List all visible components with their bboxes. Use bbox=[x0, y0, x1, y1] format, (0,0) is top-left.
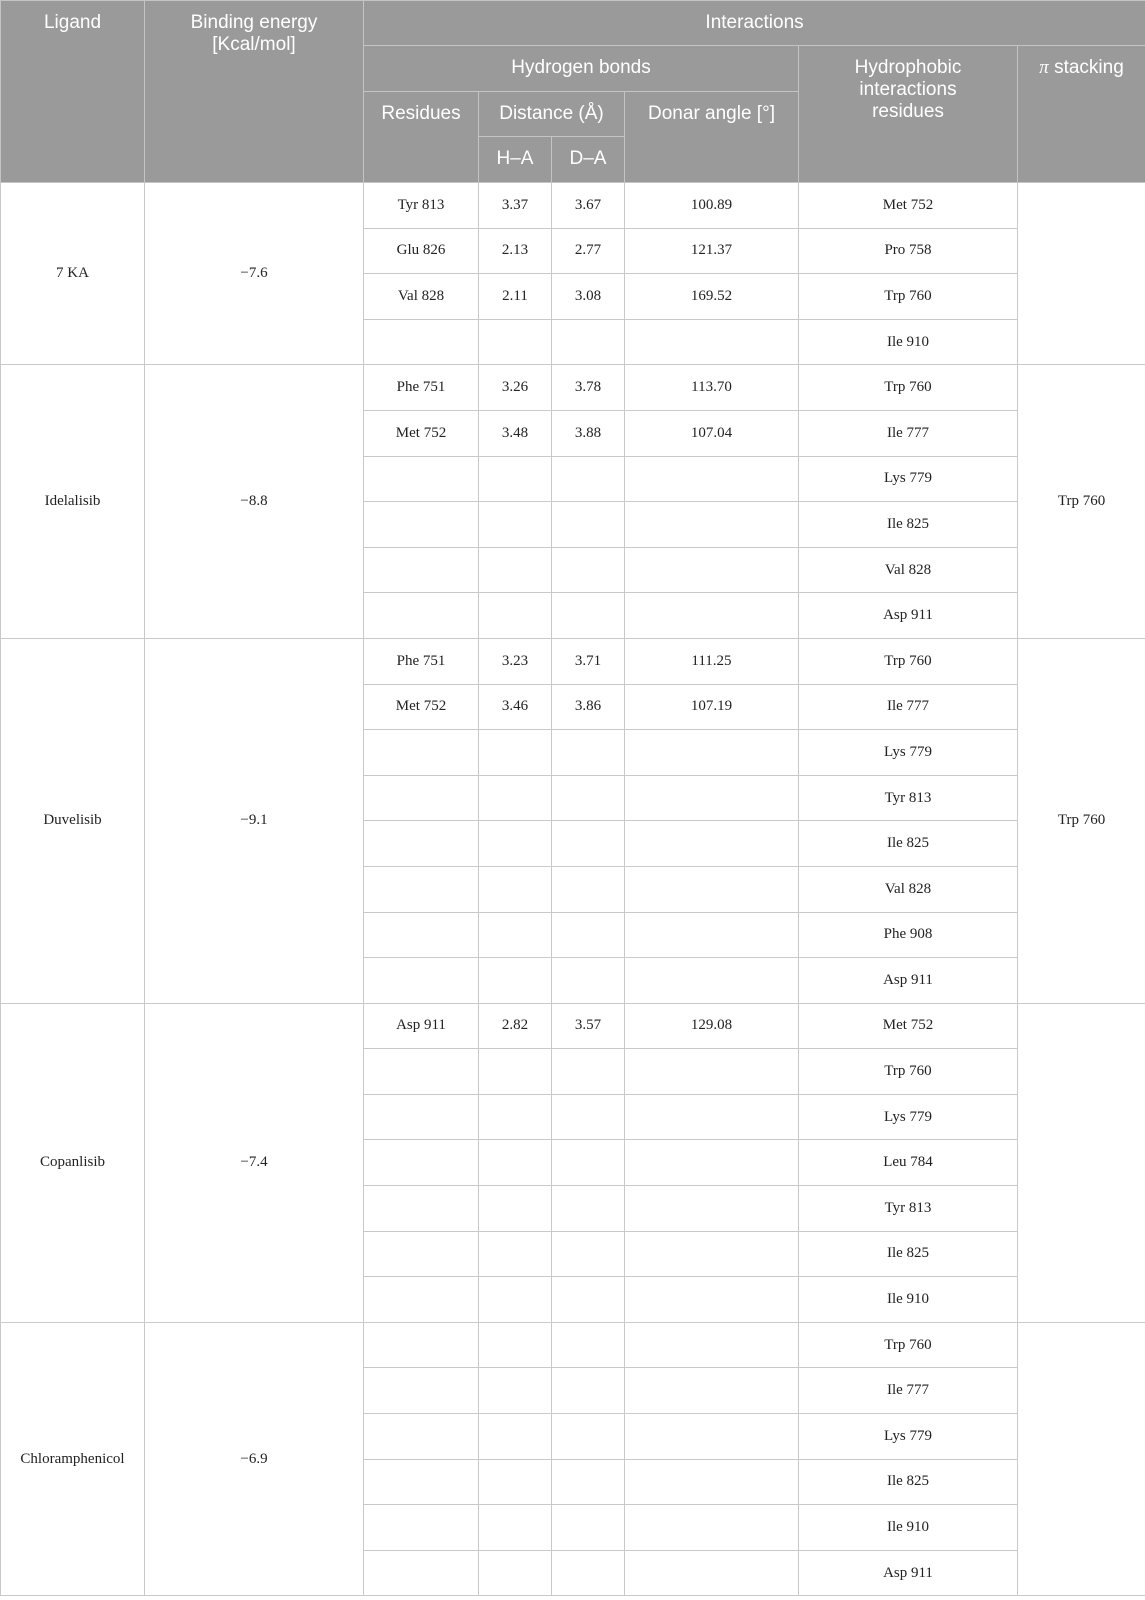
hydrophobic-residue: Trp 760 bbox=[799, 638, 1018, 684]
hbond-residue bbox=[364, 730, 479, 776]
donar-angle: 169.52 bbox=[625, 274, 799, 320]
hbond-residue: Met 752 bbox=[364, 410, 479, 456]
header-hydrogen-bonds: Hydrogen bonds bbox=[364, 46, 799, 92]
table-row bbox=[1, 183, 1145, 229]
hbond-residue bbox=[364, 502, 479, 548]
distance-d-a bbox=[552, 1049, 625, 1095]
distance-h-a: 2.13 bbox=[479, 228, 552, 274]
distance-h-a bbox=[479, 912, 552, 958]
donar-angle bbox=[625, 1094, 799, 1140]
pi-stacking-residue: Trp 760 bbox=[1018, 365, 1145, 639]
distance-d-a: 3.57 bbox=[552, 1003, 625, 1049]
distance-h-a bbox=[479, 1049, 552, 1095]
ligand-name: Copanlisib bbox=[1, 1003, 145, 1322]
hydrophobic-residue: Ile 825 bbox=[799, 1231, 1018, 1277]
hydrophobic-residue: Ile 910 bbox=[799, 1277, 1018, 1323]
donar-angle: 100.89 bbox=[625, 183, 799, 229]
hbond-residue bbox=[364, 1094, 479, 1140]
hydrophobic-residue: Val 828 bbox=[799, 866, 1018, 912]
hydrophobic-residue: Ile 825 bbox=[799, 502, 1018, 548]
hbond-residue: Asp 911 bbox=[364, 1003, 479, 1049]
donar-angle bbox=[625, 1186, 799, 1232]
hydrophobic-residue: Trp 760 bbox=[799, 274, 1018, 320]
hbond-residue: Phe 751 bbox=[364, 638, 479, 684]
distance-d-a bbox=[552, 775, 625, 821]
distance-h-a bbox=[479, 1231, 552, 1277]
distance-h-a bbox=[479, 1094, 552, 1140]
header-d-a: D–A bbox=[552, 137, 625, 183]
hbond-residue bbox=[364, 593, 479, 639]
distance-d-a bbox=[552, 1550, 625, 1596]
distance-h-a bbox=[479, 593, 552, 639]
hydrophobic-residue: Lys 779 bbox=[799, 456, 1018, 502]
distance-h-a: 3.48 bbox=[479, 410, 552, 456]
distance-d-a bbox=[552, 730, 625, 776]
header-interactions: Interactions bbox=[364, 1, 1145, 46]
hbond-residue: Phe 751 bbox=[364, 365, 479, 411]
donar-angle bbox=[625, 821, 799, 867]
hbond-residue bbox=[364, 775, 479, 821]
table-row bbox=[1, 638, 1145, 684]
hydrophobic-residue: Lys 779 bbox=[799, 730, 1018, 776]
distance-d-a bbox=[552, 1186, 625, 1232]
hbond-residue bbox=[364, 1368, 479, 1414]
distance-d-a bbox=[552, 593, 625, 639]
binding-energy: −7.4 bbox=[145, 1003, 364, 1322]
hydrophobic-residue: Val 828 bbox=[799, 547, 1018, 593]
donar-angle bbox=[625, 547, 799, 593]
hbond-residue: Val 828 bbox=[364, 274, 479, 320]
distance-d-a bbox=[552, 1094, 625, 1140]
donar-angle bbox=[625, 1322, 799, 1368]
distance-h-a bbox=[479, 1459, 552, 1505]
distance-d-a bbox=[552, 866, 625, 912]
header-ligand: Ligand bbox=[1, 1, 145, 183]
distance-h-a: 3.23 bbox=[479, 638, 552, 684]
hbond-residue: Glu 826 bbox=[364, 228, 479, 274]
distance-d-a bbox=[552, 456, 625, 502]
distance-d-a: 3.71 bbox=[552, 638, 625, 684]
donar-angle bbox=[625, 958, 799, 1004]
donar-angle bbox=[625, 319, 799, 365]
donar-angle: 111.25 bbox=[625, 638, 799, 684]
header-distance: Distance (Å) bbox=[479, 92, 625, 137]
distance-h-a bbox=[479, 1550, 552, 1596]
hydrophobic-residue: Trp 760 bbox=[799, 365, 1018, 411]
hydrophobic-residue: Ile 825 bbox=[799, 1459, 1018, 1505]
distance-d-a: 2.77 bbox=[552, 228, 625, 274]
donar-angle bbox=[625, 593, 799, 639]
header-hydrophobic: Hydrophobic interactions residues bbox=[799, 46, 1018, 183]
hydrophobic-residue: Lys 779 bbox=[799, 1094, 1018, 1140]
hydrophobic-residue: Pro 758 bbox=[799, 228, 1018, 274]
distance-d-a: 3.88 bbox=[552, 410, 625, 456]
donar-angle bbox=[625, 1049, 799, 1095]
table-body bbox=[1, 183, 1145, 1596]
donar-angle: 107.19 bbox=[625, 684, 799, 730]
donar-angle bbox=[625, 1505, 799, 1551]
table-row bbox=[1, 365, 1145, 411]
binding-energy: −7.6 bbox=[145, 183, 364, 365]
hydrophobic-residue: Trp 760 bbox=[799, 1322, 1018, 1368]
hydrophobic-residue: Tyr 813 bbox=[799, 1186, 1018, 1232]
hydrophobic-residue: Ile 910 bbox=[799, 319, 1018, 365]
distance-h-a bbox=[479, 1277, 552, 1323]
donar-angle bbox=[625, 1368, 799, 1414]
hydrophobic-residue: Ile 910 bbox=[799, 1505, 1018, 1551]
distance-h-a: 2.82 bbox=[479, 1003, 552, 1049]
distance-h-a bbox=[479, 1505, 552, 1551]
hydrophobic-residue: Tyr 813 bbox=[799, 775, 1018, 821]
hbond-residue bbox=[364, 821, 479, 867]
distance-d-a bbox=[552, 912, 625, 958]
distance-h-a bbox=[479, 866, 552, 912]
hbond-residue bbox=[364, 912, 479, 958]
hydrophobic-residue: Ile 777 bbox=[799, 684, 1018, 730]
distance-h-a bbox=[479, 502, 552, 548]
distance-d-a: 3.67 bbox=[552, 183, 625, 229]
distance-d-a: 3.08 bbox=[552, 274, 625, 320]
hbond-residue bbox=[364, 547, 479, 593]
hbond-residue bbox=[364, 1550, 479, 1596]
hbond-residue: Tyr 813 bbox=[364, 183, 479, 229]
hbond-residue bbox=[364, 1505, 479, 1551]
donar-angle: 107.04 bbox=[625, 410, 799, 456]
distance-d-a bbox=[552, 958, 625, 1004]
distance-d-a: 3.78 bbox=[552, 365, 625, 411]
distance-d-a bbox=[552, 1322, 625, 1368]
hydrophobic-residue: Met 752 bbox=[799, 1003, 1018, 1049]
distance-h-a: 3.46 bbox=[479, 684, 552, 730]
distance-d-a: 3.86 bbox=[552, 684, 625, 730]
binding-energy: −6.9 bbox=[145, 1322, 364, 1596]
distance-d-a bbox=[552, 1459, 625, 1505]
distance-h-a bbox=[479, 775, 552, 821]
distance-d-a bbox=[552, 1231, 625, 1277]
hydrophobic-residue: Ile 777 bbox=[799, 1368, 1018, 1414]
distance-h-a bbox=[479, 730, 552, 776]
donar-angle: 121.37 bbox=[625, 228, 799, 274]
pi-stacking-residue bbox=[1018, 1003, 1145, 1322]
pi-stacking-label: stacking bbox=[1048, 57, 1124, 78]
distance-h-a bbox=[479, 1414, 552, 1460]
distance-d-a bbox=[552, 1140, 625, 1186]
distance-h-a: 3.26 bbox=[479, 365, 552, 411]
distance-h-a bbox=[479, 1322, 552, 1368]
donar-angle: 113.70 bbox=[625, 365, 799, 411]
distance-d-a bbox=[552, 1505, 625, 1551]
distance-h-a bbox=[479, 319, 552, 365]
pi-stacking-residue bbox=[1018, 183, 1145, 365]
hbond-residue bbox=[364, 958, 479, 1004]
donar-angle bbox=[625, 912, 799, 958]
distance-d-a bbox=[552, 1414, 625, 1460]
distance-d-a bbox=[552, 502, 625, 548]
hydrophobic-residue: Ile 825 bbox=[799, 821, 1018, 867]
distance-h-a bbox=[479, 456, 552, 502]
hbond-residue bbox=[364, 1231, 479, 1277]
donar-angle bbox=[625, 1140, 799, 1186]
ligand-name: Chloramphenicol bbox=[1, 1322, 145, 1596]
hbond-residue bbox=[364, 319, 479, 365]
distance-h-a: 2.11 bbox=[479, 274, 552, 320]
donar-angle bbox=[625, 1550, 799, 1596]
donar-angle bbox=[625, 1414, 799, 1460]
header-residues: Residues bbox=[364, 92, 479, 183]
donar-angle bbox=[625, 456, 799, 502]
distance-h-a bbox=[479, 821, 552, 867]
distance-d-a bbox=[552, 1277, 625, 1323]
header-donar-angle: Donar angle [°] bbox=[625, 92, 799, 183]
hydrophobic-residue: Asp 911 bbox=[799, 958, 1018, 1004]
distance-d-a bbox=[552, 547, 625, 593]
hbond-residue bbox=[364, 1049, 479, 1095]
table-row bbox=[1, 1003, 1145, 1049]
hbond-residue bbox=[364, 1459, 479, 1505]
hydrophobic-residue: Lys 779 bbox=[799, 1414, 1018, 1460]
donar-angle bbox=[625, 1459, 799, 1505]
hbond-residue bbox=[364, 456, 479, 502]
donar-angle bbox=[625, 730, 799, 776]
ligand-name: Idelalisib bbox=[1, 365, 145, 639]
distance-h-a bbox=[479, 1368, 552, 1414]
hydrophobic-residue: Ile 777 bbox=[799, 410, 1018, 456]
hbond-residue bbox=[364, 1277, 479, 1323]
hydrophobic-residue: Phe 908 bbox=[799, 912, 1018, 958]
ligand-name: 7 KA bbox=[1, 183, 145, 365]
pi-symbol: π bbox=[1039, 57, 1049, 78]
ligand-name: Duvelisib bbox=[1, 638, 145, 1003]
distance-h-a bbox=[479, 547, 552, 593]
donar-angle bbox=[625, 866, 799, 912]
distance-d-a bbox=[552, 1368, 625, 1414]
hydrophobic-residue: Trp 760 bbox=[799, 1049, 1018, 1095]
hbond-residue bbox=[364, 866, 479, 912]
donar-angle bbox=[625, 775, 799, 821]
pi-stacking-residue bbox=[1018, 1322, 1145, 1596]
table-row bbox=[1, 1322, 1145, 1368]
hydrophobic-residue: Asp 911 bbox=[799, 593, 1018, 639]
header-binding-energy: Binding energy [Kcal/mol] bbox=[145, 1, 364, 183]
hbond-residue bbox=[364, 1414, 479, 1460]
pi-stacking-residue: Trp 760 bbox=[1018, 638, 1145, 1003]
hydrophobic-residue: Leu 784 bbox=[799, 1140, 1018, 1186]
distance-h-a bbox=[479, 1140, 552, 1186]
donar-angle bbox=[625, 1277, 799, 1323]
donar-angle bbox=[625, 1231, 799, 1277]
distance-d-a bbox=[552, 319, 625, 365]
hbond-residue bbox=[364, 1186, 479, 1232]
distance-h-a bbox=[479, 958, 552, 1004]
hbond-residue: Met 752 bbox=[364, 684, 479, 730]
binding-energy: −9.1 bbox=[145, 638, 364, 1003]
distance-d-a bbox=[552, 821, 625, 867]
donar-angle bbox=[625, 502, 799, 548]
table-header bbox=[1, 1, 1145, 183]
donar-angle: 129.08 bbox=[625, 1003, 799, 1049]
hydrophobic-residue: Met 752 bbox=[799, 183, 1018, 229]
header-h-a: H–A bbox=[479, 137, 552, 183]
header-pi-stacking bbox=[1018, 46, 1145, 183]
distance-h-a bbox=[479, 1186, 552, 1232]
hbond-residue bbox=[364, 1140, 479, 1186]
distance-h-a: 3.37 bbox=[479, 183, 552, 229]
binding-energy: −8.8 bbox=[145, 365, 364, 639]
hbond-residue bbox=[364, 1322, 479, 1368]
hydrophobic-residue: Asp 911 bbox=[799, 1550, 1018, 1596]
